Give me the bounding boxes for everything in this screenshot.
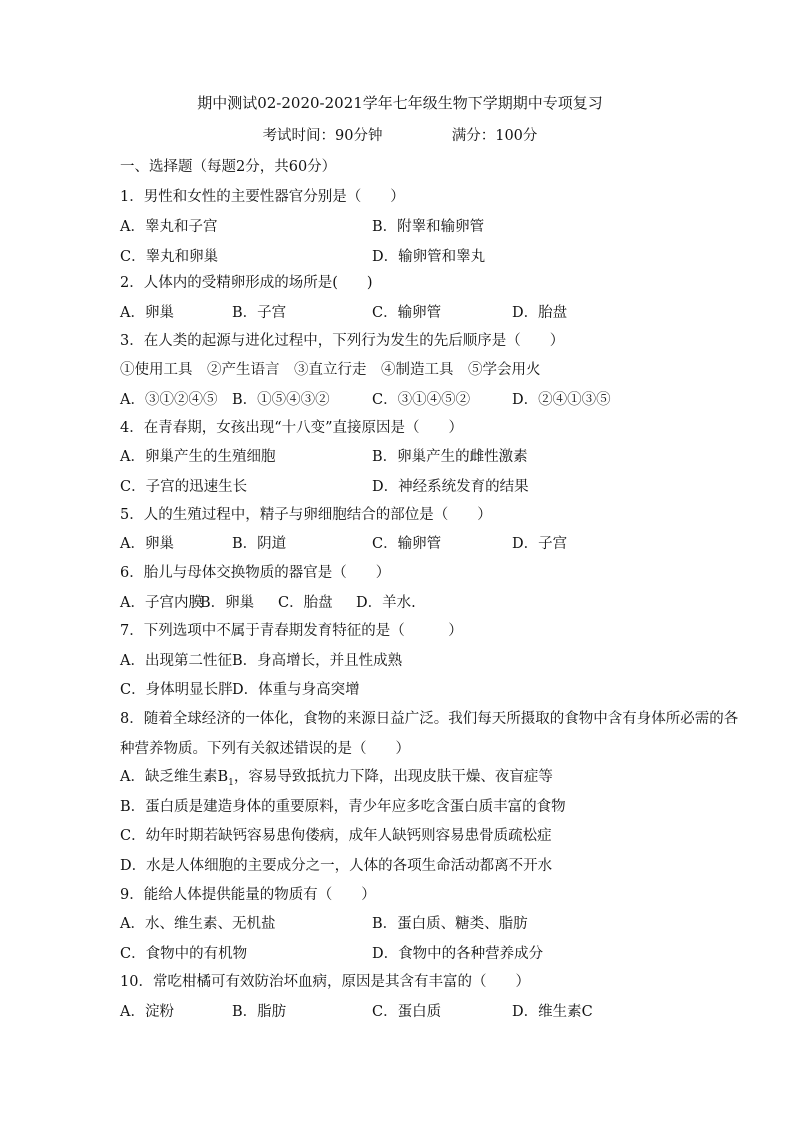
option-d: D．输卵管和睾丸 — [372, 249, 486, 265]
option-b: B．卵巢产生的雌性激素 — [372, 449, 528, 465]
question-9-stem: 9．能给人体提供能量的物质有（ ） — [120, 887, 376, 903]
option-b: B．蛋白质、糖类、脂肪 — [372, 916, 528, 932]
option-a: A．卵巢产生的生殖细胞 — [120, 449, 276, 465]
option-d: D．胎盘 — [512, 305, 568, 321]
question-8-option-a — [120, 767, 690, 787]
question-7-stem: 7．下列选项中不属于青春期发育特征的是（ ） — [120, 623, 463, 639]
option-a-text-cont: ，容易导致抵抗力下降，出现皮肤干燥、夜盲症等 — [233, 769, 553, 785]
option-a: A．卵巢 — [120, 536, 174, 552]
question-10-stem: 10．常吃柑橘可有效防治坏血病，原因是其含有丰富的（ ） — [120, 974, 530, 990]
question-3-stem: 3．在人类的起源与进化过程中，下列行为发生的先后顺序是（ ） — [120, 333, 565, 349]
question-4-stem: 4．在青春期，女孩出现“十八变”直接原因是（ ） — [120, 420, 464, 436]
option-a: A．淀粉 — [120, 1004, 174, 1020]
option-b: B．卵巢 — [200, 595, 255, 611]
option-d: D．维生素C — [512, 1004, 593, 1020]
subscript: 1 — [228, 777, 234, 788]
option-b: B．子宫 — [232, 305, 287, 321]
option-c: C．子宫的迅速生长 — [120, 479, 248, 495]
option-d: D．神经系统发育的结果 — [372, 479, 529, 495]
option-c: C．食物中的有机物 — [120, 946, 248, 962]
option-d: D．食物中的各种营养成分 — [372, 946, 544, 962]
option-d: D．体重与身高突增 — [232, 682, 360, 698]
option-c: C．睾丸和卵巢 — [120, 249, 219, 265]
question-5-stem: 5．人的生殖过程中，精子与卵细胞结合的部位是（ ） — [120, 507, 492, 523]
option-b: B．身高增长，并且性成熟 — [232, 653, 403, 669]
option-a: A．睾丸和子宫 — [120, 219, 218, 235]
option-a: A．子宫内膜 — [120, 595, 203, 611]
question-3-items: ①使用工具 ②产生语言 ③直立行走 ④制造工具 ⑤学会用火 — [120, 362, 541, 378]
question-6-stem: 6．胎儿与母体交换物质的器官是（ ） — [120, 565, 391, 581]
option-b: B．①⑤④③② — [232, 392, 330, 408]
option-a: A．③①②④⑤ — [120, 392, 218, 408]
option-d: D．羊水. — [356, 595, 416, 611]
option-c: C．蛋白质 — [372, 1004, 442, 1020]
option-c: C．输卵管 — [372, 305, 442, 321]
option-d: D．②④①③⑤ — [512, 392, 611, 408]
option-a: A．卵巢 — [120, 305, 174, 321]
option-b: B．附睾和输卵管 — [372, 219, 485, 235]
exam-score: 满分：100分 — [451, 128, 538, 144]
option-a: A．出现第二性征 — [120, 653, 232, 669]
question-8-option-b: B．蛋白质是建造身体的重要原料，青少年应多吃含蛋白质丰富的食物 — [120, 799, 566, 815]
question-8-stem-cont: 种营养物质。下列有关叙述错误的是（ ） — [120, 741, 410, 757]
option-a-text: A．缺乏维生素B — [120, 769, 229, 785]
exam-title: 期中测试02-2020-2021学年七年级生物下学期期中专项复习 — [197, 94, 603, 112]
exam-meta — [0, 126, 800, 146]
question-1-stem: 1．男性和女性的主要性器官分别是（ ） — [120, 189, 405, 205]
option-b: B．脂肪 — [232, 1004, 287, 1020]
option-c: C．③①④⑤② — [372, 392, 471, 408]
question-8-stem: 8．随着全球经济的一体化，食物的来源日益广泛。我们每天所摄取的食物中含有身体所必需的各 — [120, 711, 739, 727]
option-c: C．胎盘 — [278, 595, 333, 611]
question-8-option-c: C．幼年时期若缺钙容易患佝偻病，成年人缺钙则容易患骨质疏松症 — [120, 828, 552, 844]
option-c: C．身体明显长胖 — [120, 682, 233, 698]
option-a: A．水、维生素、无机盐 — [120, 916, 276, 932]
exam-time: 考试时间：90分钟 — [262, 128, 383, 144]
option-b: B．阴道 — [232, 536, 287, 552]
option-c: C．输卵管 — [372, 536, 442, 552]
question-2-stem: 2．人体内的受精卵形成的场所是( ) — [120, 275, 373, 291]
option-d: D．子宫 — [512, 536, 568, 552]
section-heading: 一、选择题（每题2分，共60分） — [120, 159, 337, 175]
question-8-option-d: D．水是人体细胞的主要成分之一，人体的各项生命活动都离不开水 — [120, 858, 553, 874]
